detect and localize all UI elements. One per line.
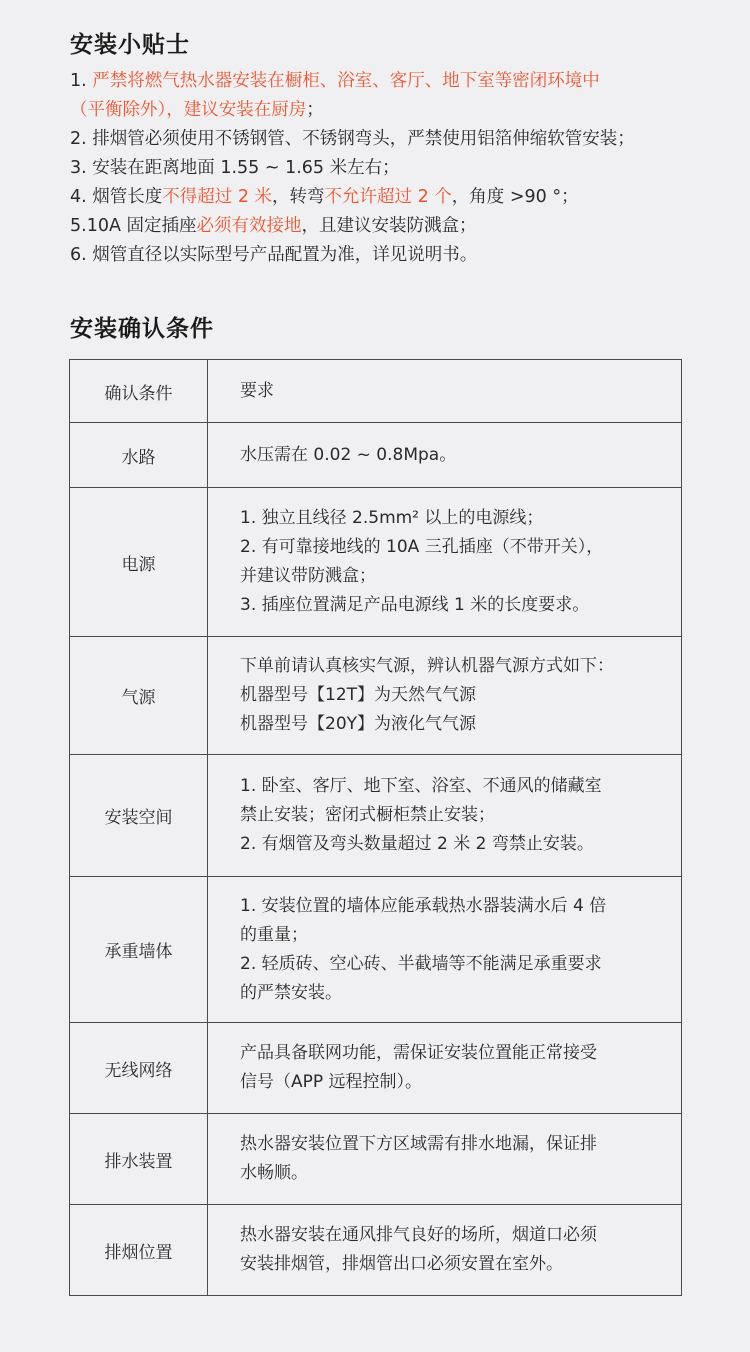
requirement-line: 热水器安装在通风排气良好的场所，烟道口必须 [240,1225,597,1245]
condition-name: 承重墙体 [70,877,208,1023]
tip-item-2: 2. 排烟管必须使用不锈钢管、不锈钢弯头，严禁使用铝箔伸缩软管安装； [70,129,635,149]
tip-item-1-continued [70,96,730,125]
condition-name: 无线网络 [70,1023,208,1114]
requirement-line: 热水器安装位置下方区域需有排水地漏，保证排 [240,1134,597,1154]
table-header-row [70,360,682,423]
condition-name: 排烟位置 [70,1205,208,1296]
requirement-line: 水压需在 0.02 ~ 0.8Mpa。 [240,444,457,465]
condition-requirement [208,755,682,877]
table-row [70,637,682,755]
tip-item-6: 6. 烟管直径以实际型号产品配置为准，详见说明书。 [70,245,478,265]
requirement-line: 2. 有烟管及弯头数量超过 2 米 2 弯禁止安装。 [240,834,594,854]
tip-item-1 [70,67,730,96]
requirement-line: 水畅顺。 [240,1163,308,1183]
requirement-line: 信号（APP 远程控制）。 [240,1072,423,1092]
condition-name: 电源 [70,488,208,637]
condition-name: 气源 [70,637,208,755]
condition-requirement [208,1205,682,1296]
condition-requirement [208,1023,682,1114]
tips-title: 安装小贴士 [70,32,190,58]
table-row [70,1205,682,1296]
table-row [70,1023,682,1114]
requirement-line: 1. 安装位置的墙体应能承载热水器装满水后 4 倍 [240,895,607,916]
requirement-line: 1. 独立且线径 2.5mm² 以上的电源线； [240,508,544,528]
tip-warning-text: 必须有效接地 [196,216,302,236]
tip-text: ； [306,100,324,120]
tip-item-5 [70,212,730,241]
requirement-line: 安装排烟管，排烟管出口必须安置在室外。 [240,1254,563,1274]
table-row [70,488,682,637]
tips-list [70,67,730,270]
tip-warning-text: （平衡除外），建议安装在厨房 [70,100,307,120]
header-requirement: 要求 [208,360,682,423]
condition-name: 排水装置 [70,1114,208,1205]
table-row [70,755,682,877]
condition-requirement [208,423,682,488]
requirement-line: 下单前请认真核实气源，辨认机器气源方式如下： [240,656,614,676]
tip-item-4 [70,183,730,212]
requirement-line: 机器型号【12T】为天然气气源 [240,685,477,705]
requirement-line: 的严禁安装。 [240,982,342,1003]
tip-item-3: 3. 安装在距离地面 1.55 ~ 1.65 米左右； [70,158,400,178]
tip-warning-text: 不得超过 2 米 [162,187,273,207]
tip-text: ，且建议安装防溅盒； [301,216,477,236]
requirement-line: 机器型号【20Y】为液化气气源 [240,714,477,734]
tip-text: ，角度 >90 °； [451,187,579,207]
requirement-line: 1. 卧室、客厅、地下室、浴室、不通风的储藏室 [240,776,602,796]
requirement-line: 3. 插座位置满足产品电源线 1 米的长度要求。 [240,595,590,615]
condition-name: 水路 [70,423,208,488]
header-condition: 确认条件 [70,360,208,423]
table-row [70,1114,682,1205]
requirement-line: 2. 轻质砖、空心砖、半截墙等不能满足承重要求 [240,953,602,974]
tip-number: 1. [70,71,93,91]
tip-text: 5.10A 固定插座 [70,216,197,236]
tip-text: 4. 烟管长度 [70,187,163,207]
tip-warning-text: 不允许超过 2 个 [324,187,452,207]
condition-name: 安装空间 [70,755,208,877]
condition-requirement [208,1114,682,1205]
requirement-line: 并建议带防溅盒； [240,566,376,586]
table-row [70,877,682,1023]
requirement-line: 禁止安装；密闭式橱柜禁止安装； [240,805,495,825]
tip-text: ，转弯 [272,187,325,207]
conditions-title: 安装确认条件 [70,316,214,342]
requirement-line: 的重量； [240,924,308,945]
condition-requirement [208,637,682,755]
tip-warning-text: 严禁将燃气热水器安装在橱柜、浴室、客厅、地下室等密闭环境中 [92,71,600,91]
condition-requirement [208,877,682,1023]
requirement-line: 产品具备联网功能，需保证安装位置能正常接受 [240,1043,597,1063]
conditions-table [69,359,682,1296]
table-row [70,423,682,488]
condition-requirement [208,488,682,637]
requirement-line: 2. 有可靠接地线的 10A 三孔插座（不带开关）， [240,537,604,557]
